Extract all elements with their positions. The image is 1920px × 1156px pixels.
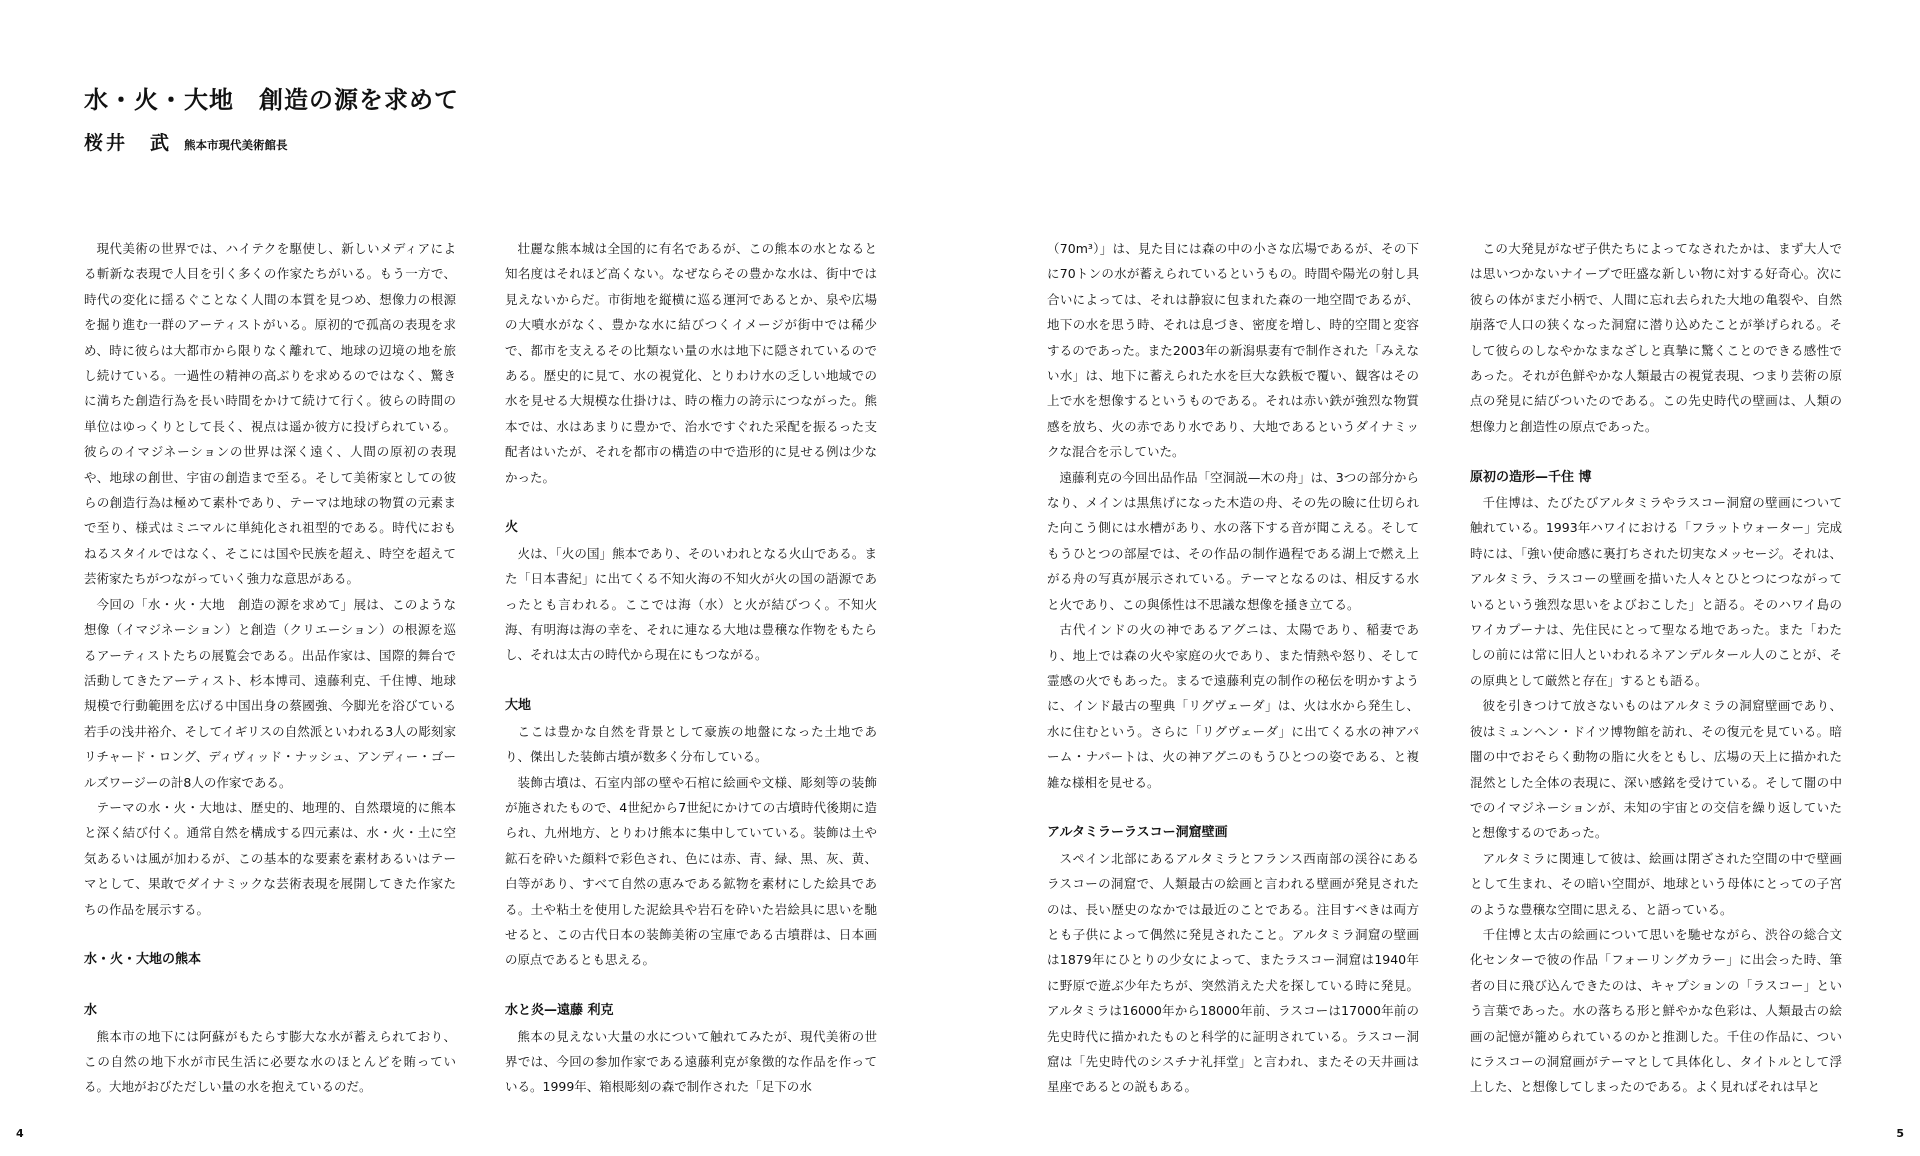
paragraph: 千住博は、たびたびアルタミラやラスコー洞窟の壁画について触れている。1993年ハワイにおける「フラットウォーター」完成時には、「強い使命感に裏打ちされた切実なメッセージ。それは、アルタミラ、ラスコーの壁画を描いた人々とひとつにつながっているという強烈な思いをよびおこした」と語る。そのハワイ島のワイカプーナは、先住民にとって聖なる地であった。また「わたしの前には常に旧人といわれるネアンデルタール人のことが、その原典として厳然と存在」するとも語る。 xyxy=(1470,495,1842,688)
right-column-1 xyxy=(1047,236,1419,1100)
page-number: 4 xyxy=(16,1127,24,1140)
section-heading: 水と炎—遠藤 利克 xyxy=(505,1003,614,1019)
paragraph: 現代美術の世界では、ハイテクを駆使し、新しいメディアによる斬新な表現で人目を引く多くの作家たちがいる。もう一方で、時代の変化に揺るぐことなく人間の本質を見つめ、想像力の根源を掘り進む一群のアーティストがいる。原初的で孤高の表現を求め、時に彼らは大都市から限りなく離れて、地球の辺境の地を旅し続けている。一過性の精神の高ぶりを求めるのではなく、驚きに満ちた創造行為を長い時間をかけて続けて行く。彼らの時間の単位はゆっくりとして長く、視点は遥か彼方に投げられている。彼らのイマジネーションの世界は深く遠く、人間の原初の表現や、地球の創世、宇宙の創造まで至る。そして美術家としての彼らの創造行為は極めて素朴であり、テーマは地球の物質の元素まで至り、様式はミニマルに単純化され祖型的である。時代におもねるスタイルではなく、そこには国や民族を超え、時空を超えて芸術家たちがつながっていく強力な意思がある。 xyxy=(84,241,456,587)
section-heading: 水 xyxy=(84,1003,98,1019)
paragraph: 古代インドの火の神であるアグニは、太陽であり、稲妻であり、地上では森の火や家庭の火であり、また情熱や怒り、そして霊感の火でもあった。まるで遠藤利克の制作の秘伝を明かすように、インド最古の聖典「リグヴェーダ」は、火は水から発生し、水に住むという。さらに「リグヴェーダ」に出てくる水の神アパーム・ナパートは、火の神アグニのもうひとつの姿である、と複雑な様相を見せる。 xyxy=(1047,622,1419,790)
section-heading: 火 xyxy=(505,520,519,536)
byline xyxy=(84,128,288,155)
paragraph: 装飾古墳は、石室内部の壁や石棺に絵画や文様、彫刻等の装飾が施されたもので、4世紀から7世紀にかけての古墳時代後期に造られ、九州地方、とりわけ熊本に集中していている。装飾は土や鉱石を砕いた顔料で彩色され、色には赤、青、緑、黒、灰、黄、白等があり、すべて自然の恵みである鉱物を素材にした絵具である。土や粘土を使用した泥絵具や岩石を砕いた岩絵具に思いを馳せると、この古代日本の装飾美術の宝庫である古墳群は、日本画の原点であるとも思える。 xyxy=(505,774,877,968)
paragraph: スペイン北部にあるアルタミラとフランス西南部の渓谷にあるラスコーの洞窟で、人類最古の絵画と言われる壁画が発見されたのは、長い歴史のなかでは最近のことである。注目すべきは両方とも子供によって偶然に発見されたこと。アルタミラ洞窟の壁画は1879年にひとりの少女によって、またラスコー洞窟は1940年に野原で遊ぶ少年たちが、突然消えた犬を探している時に発見。アルタミラは16000年から18000年前、ラスコーは17000年前の先史時代に描かれたものと科学的に証明されている。ラスコー洞窟は「先史時代のシスチナ礼拝堂」と言われ、またその天井画は星座であるとの説もある。 xyxy=(1047,850,1419,1095)
paragraph: 壮麗な熊本城は全国的に有名であるが、この熊本の水となると知名度はそれほど高くない。なぜならその豊かな水は、街中では見えないからだ。市街地を縦横に巡る運河であるとか、泉や広場の大噴水がなく、豊かな水に結びつくイメージが街中では稀少で、都市を支えるその比類ない量の水は地下に隠されているのである。歴史的に見て、水の視覚化、とりわけ水の乏しい地域での水を見せる大規模な仕掛けは、時の権力の誇示につながった。熊本では、水はあまりに豊かで、治水ですぐれた采配を振るった支配者はいたが、それを都市の構造の中で造形的に見せる例は少なかった。 xyxy=(505,241,877,485)
page-number: 5 xyxy=(1896,1127,1904,1140)
section-heading: 原初の造形—千住 博 xyxy=(1470,469,1592,485)
paragraph: 彼を引きつけて放さないものはアルタミラの洞窟壁画であり、彼はミュンヘン・ドイツ博物館を訪れ、その復元を見ている。暗闇の中でおそらく動物の脂に火をともし、広場の天上に描かれた混然とした全体の表現に、深い感銘を受けている。そして闇の中でのイマジネーションが、未知の宇宙との交信を繰り返していたと想像するのであった。 xyxy=(1470,698,1842,841)
author-role: 熊本市現代美術館長 xyxy=(184,138,288,152)
paragraph: ここは豊かな自然を背景として豪族の地盤になった土地であり、傑出した装飾古墳が数多く分布している。 xyxy=(505,723,877,765)
paragraph: テーマの水・火・大地は、歴史的、地理的、自然環境的に熊本と深く結び付く。通常自然を構成する四元素は、水・火・土に空気あるいは風が加わるが、この基本的な要素を素材あるいはテーマとして、果敢でダイナミックな芸術表現を展開してきた作家たちの作品を展示する。 xyxy=(84,799,456,917)
paragraph: この大発見がなぜ子供たちによってなされたかは、まず大人では思いつかないナイーブで旺盛な新しい物に対する好奇心。次に彼らの体がまだ小柄で、人間に忘れ去られた大地の亀裂や、自然崩落で人口の狭くなった洞窟に潜り込めたことが挙げられる。そして彼らのしなやかなまなざしと真摯に驚くことのできる感性であった。それが色鮮やかな人類最古の視覚表現、つまり芸術の原点の発見に結びついたのである。この先史時代の壁画は、人類の想像力と創造性の原点であった。 xyxy=(1470,241,1842,434)
paragraph: 熊本市の地下には阿蘇がもたらす膨大な水が蓄えられており、この自然の地下水が市民生活に必要な水のほとんどを賄っている。大地がおびただしい量の水を抱えているのだ。 xyxy=(84,1028,456,1095)
paragraph: 火は、「火の国」熊本であり、そのいわれとなる火山である。また「日本書紀」に出てくる不知火海の不知火が火の国の語源であったとも言われる。ここでは海（水）と火が結びつく。不知火海、有明海は海の幸を、それに連なる大地は豊穣な作物をもたらし、それは太古の時代から現在にもつながる。 xyxy=(505,545,877,663)
section-heading: 水・火・大地の熊本 xyxy=(84,952,202,968)
paragraph: 千住博と太古の絵画について思いを馳せながら、渋谷の総合文化センターで彼の作品「フォーリングカラー」に出会った時、筆者の目に飛び込んできたのは、キャプションの「ラスコー」という言葉であった。水の落ちる形と鮮やかな色彩は、人類最古の絵画の記憶が籠められているのかと推測した。千住の作品に、ついにラスコーの洞窟画がテーマとして具体化し、タイトルとして浮上した、と想像してしまったのである。よく見ればそれは早と xyxy=(1470,926,1842,1095)
author-name: 桜井 武 xyxy=(84,132,173,154)
section-heading: アルタミラーラスコー洞窟壁画 xyxy=(1047,825,1228,841)
section-heading: 大地 xyxy=(505,698,532,714)
left-column-2 xyxy=(505,236,877,1100)
paragraph: 今回の「水・火・大地 創造の源を求めて」展は、このような想像（イマジネーション）と創造（クリエーション）の根源を巡るアーティストたちの展覧会である。出品作家は、国際的舞台で活動してきたアーティスト、杉本博司、遠藤利克、千住博、地球規模で行動範囲を広げる中国出身の蔡國強、今脚光を浴びている若手の浅井裕介、そしてイギリスの自然派といわれる3人の彫刻家リチャード・ロング、ディヴィッド・ナッシュ、アンディー・ゴールズワージーの計8人の作家である。 xyxy=(84,596,456,790)
paragraph: 遠藤利克の今回出品作品「空洞説—木の舟」は、3つの部分からなり、メインは黒焦げになった木造の舟、その先の瞼に仕切られた向こう側には水槽があり、水の落下する音が聞こえる。そしてもうひとつの部屋では、その作品の制作過程である湖上で燃え上がる舟の写真が展示されている。テーマとなるのは、相反する水と火であり、この與係性は不思議な想像を掻き立てる。 xyxy=(1047,469,1419,612)
right-column-2 xyxy=(1470,236,1842,1100)
paragraph: （70m³）」は、見た目には森の中の小さな広場であるが、その下に70トンの水が蓄えられているというもの。時間や陽光の射し具合いによっては、それは静寂に包まれた森の一地空間であるが、地下の水を思う時、それは息づき、密度を増し、時的空間と変容するのであった。また2003年の新潟県妻有で制作された「みえない水」は、地下に蓄えられた水を巨大な鉄板で覆い、観客はその上で水を想像するというものである。それは赤い鉄が強烈な物質感を放ち、火の赤であり水であり、大地であるというダイナミックな混合を示していた。 xyxy=(1047,241,1419,460)
right-page xyxy=(960,0,1920,1156)
paragraph: 熊本の見えない大量の水について触れてみたが、現代美術の世界では、今回の参加作家である遠藤利克が象徴的な作品を作っている。1999年、箱根彫刻の森で制作された「足下の水 xyxy=(505,1028,877,1095)
article-title: 水・火・大地 創造の源を求めて xyxy=(84,85,459,114)
paragraph: アルタミラに関連して彼は、絵画は閉ざされた空間の中で壁画として生まれ、その暗い空間が、地球という母体にとっての子宮のような豊穣な空間に思える、と語っている。 xyxy=(1470,850,1842,917)
left-column-1 xyxy=(84,236,456,1100)
